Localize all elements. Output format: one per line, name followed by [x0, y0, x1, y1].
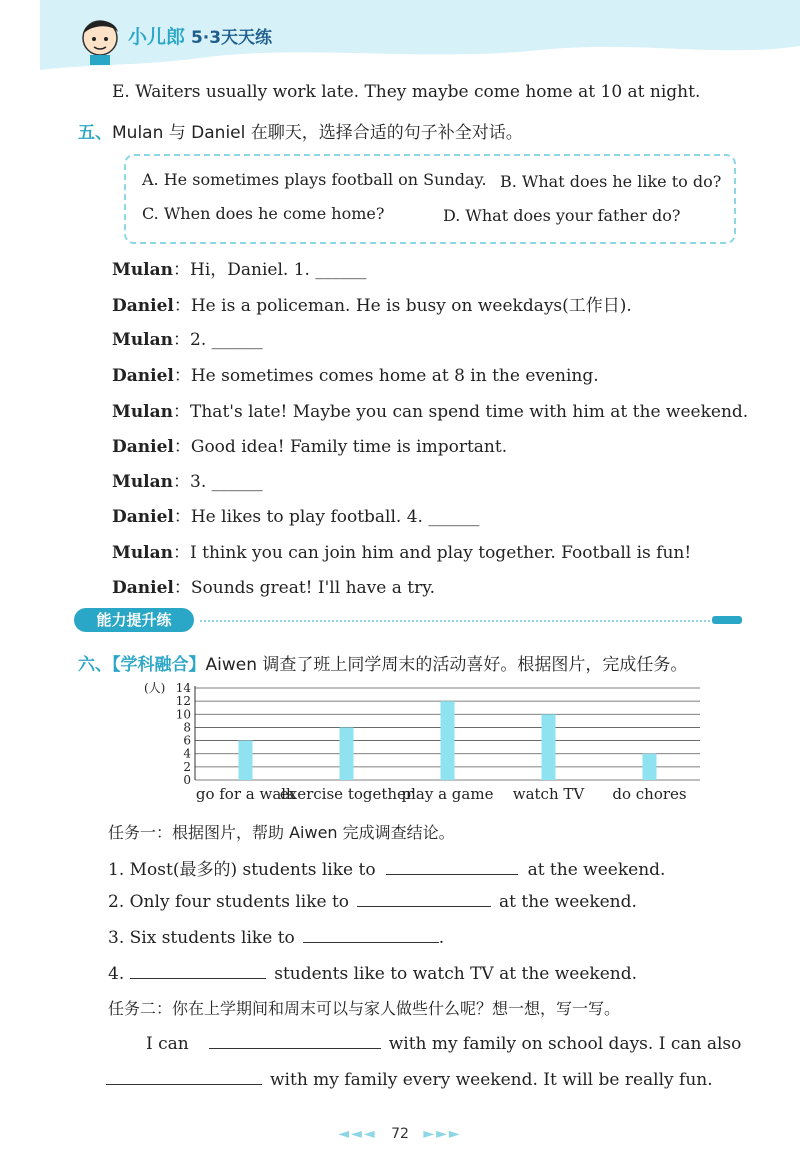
task1-item-4 — [108, 962, 637, 984]
series-logo — [128, 22, 272, 49]
y-axis-label: (人) — [144, 681, 166, 695]
dialogue-line — [112, 361, 599, 386]
x-tick-label: go for a walk — [195, 785, 296, 803]
bar — [542, 714, 556, 780]
banner-divider — [200, 620, 710, 622]
dialogue-line — [112, 397, 748, 422]
speaker: Mulan — [112, 543, 174, 563]
dialogue-line — [112, 255, 366, 280]
dialogue-text: ：That's late! Maybe you can spend time with him at the weekend. — [173, 402, 749, 422]
section6-heading — [78, 650, 687, 675]
speaker: Daniel — [112, 366, 174, 386]
y-tick-label: 4 — [183, 746, 191, 761]
pencil-icon — [712, 616, 742, 624]
dialogue-line — [112, 502, 479, 527]
task-text: with my family on school days. I can also — [388, 1034, 742, 1054]
answer-blank[interactable] — [303, 926, 439, 943]
dialogue-text: ：Hi，Daniel. 1. ______ — [173, 260, 367, 280]
speaker: Mulan — [112, 260, 174, 280]
task2-title: 任务二：你在上学期间和周末可以与家人做些什么呢？想一想，写一写。 — [108, 999, 621, 1018]
y-tick-label: 8 — [183, 720, 191, 735]
arrows-right-icon: ►►► — [423, 1126, 462, 1142]
dialogue-text: ：Sounds great! I'll have a try. — [173, 578, 435, 598]
task2-line-1 — [146, 1032, 741, 1054]
y-tick-label: 0 — [183, 773, 191, 787]
dialogue-text: ：I think you can join him and play together. Football is fun! — [173, 543, 692, 563]
section6-title: Aiwen 调查了班上同学周末的活动喜好。根据图片，完成任务。 — [205, 655, 688, 675]
answer-blank[interactable] — [209, 1032, 381, 1049]
option-a: A. He sometimes plays football on Sunday. — [142, 170, 487, 189]
task1-item-2 — [108, 890, 637, 912]
y-tick-label: 2 — [183, 759, 191, 774]
dialogue-line — [112, 538, 691, 563]
answer-blank[interactable] — [130, 962, 266, 979]
dialogue-text: ：He is a policeman. He is busy on weekdays(工作日). — [173, 296, 632, 316]
task1-item-1 — [108, 855, 665, 880]
speaker: Mulan — [112, 472, 174, 492]
series-logo-mark: 小儿郎 — [128, 26, 186, 48]
option-b: B. What does he like to do? — [500, 172, 722, 191]
section-banner: 能力提升练 — [74, 608, 194, 632]
dialogue-text: ：Good idea! Family time is important. — [173, 437, 508, 457]
task-text: I can — [146, 1034, 189, 1054]
task-text: at the weekend. — [499, 892, 637, 912]
task1-item-3 — [108, 926, 444, 948]
prev-option-e: E. Waiters usually work late. They maybe come home at 10 at night. — [112, 82, 701, 102]
task-text: 4. — [108, 964, 125, 984]
y-tick-label: 14 — [175, 681, 191, 695]
x-tick-label: exercise together — [279, 785, 414, 803]
dialogue-line — [112, 573, 435, 598]
dialogue-text: ：3. ______ — [173, 472, 263, 492]
speaker: Mulan — [112, 330, 174, 350]
speaker: Daniel — [112, 578, 174, 598]
mascot-icon — [78, 14, 122, 66]
task-text: 3. Six students like to — [108, 928, 295, 948]
bar — [340, 727, 354, 780]
section6-number: 六、 — [78, 655, 112, 675]
x-tick-label: do chores — [612, 785, 687, 803]
speaker: Daniel — [112, 507, 174, 527]
x-tick-label: watch TV — [512, 785, 585, 803]
task-text: students like to watch TV at the weekend. — [274, 964, 637, 984]
answer-blank[interactable] — [386, 858, 518, 875]
bar — [441, 701, 455, 780]
page-number: 72 — [391, 1126, 409, 1142]
page-footer — [0, 1126, 800, 1142]
section5-number: 五、 — [78, 123, 112, 143]
bar-chart — [140, 676, 720, 808]
y-tick-label: 6 — [183, 733, 191, 748]
subject-tag: 【学科融合】 — [112, 655, 206, 675]
dialogue-line — [112, 467, 263, 492]
bar — [239, 741, 253, 780]
dialogue-text: ：2. ______ — [173, 330, 263, 350]
y-tick-label: 12 — [175, 694, 191, 709]
task-text: at the weekend. — [527, 860, 666, 880]
arrows-left-icon: ◄◄◄ — [338, 1126, 377, 1142]
task1-title: 任务一：根据图片，帮助 Aiwen 完成调查结论。 — [108, 823, 455, 842]
task2-line-2 — [106, 1068, 713, 1090]
task-text: . — [438, 928, 445, 948]
option-c: C. When does he come home? — [142, 204, 385, 223]
task-text: 2. Only four students like to — [108, 892, 350, 912]
option-d: D. What does your father do? — [443, 206, 681, 225]
dialogue-line — [112, 291, 632, 316]
answer-blank[interactable] — [357, 890, 491, 907]
options-box — [124, 154, 736, 244]
x-tick-label: play a game — [401, 785, 494, 803]
dialogue-text: ：He sometimes comes home at 8 in the evening. — [173, 366, 599, 386]
dialogue-line — [112, 325, 263, 350]
task-text: 1. Most(最多的) students like to — [108, 860, 376, 880]
bar — [643, 754, 657, 780]
answer-blank[interactable] — [106, 1068, 262, 1085]
y-tick-label: 10 — [175, 707, 191, 722]
speaker: Daniel — [112, 437, 174, 457]
speaker: Mulan — [112, 402, 174, 422]
series-title: 5·3天天练 — [190, 28, 273, 48]
section5-title: Mulan 与 Daniel 在聊天，选择合适的句子补全对话。 — [112, 123, 523, 143]
dialogue-line — [112, 432, 507, 457]
task-text: with my family every weekend. It will be really fun. — [270, 1070, 713, 1090]
dialogue-text: ：He likes to play football. 4. ______ — [173, 507, 480, 527]
speaker: Daniel — [112, 296, 174, 316]
section5-heading — [78, 118, 523, 143]
